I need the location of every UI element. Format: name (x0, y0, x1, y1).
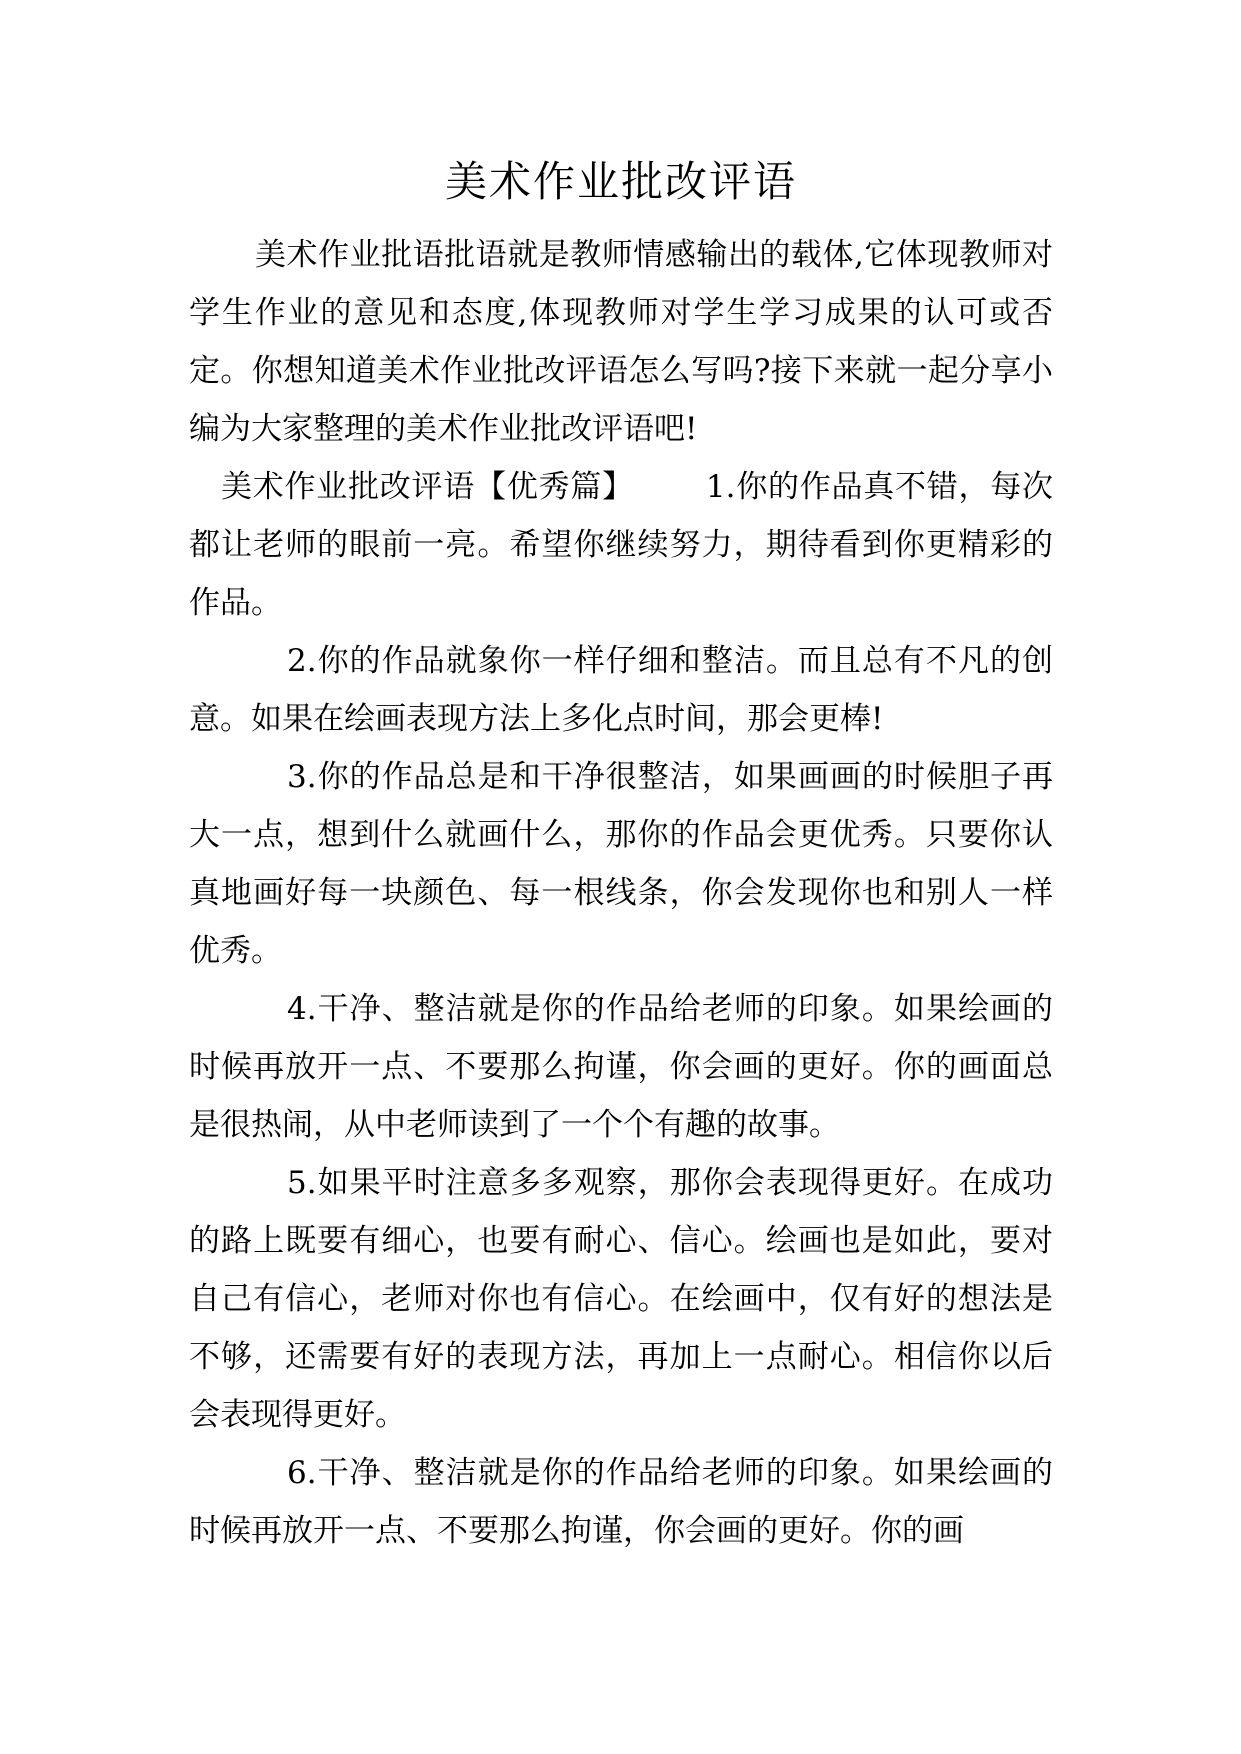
comment-item-6: 6.干净、整洁就是你的作品给老师的印象。如果绘画的时候再放开一点、不要那么拘谨，你会画的更好。你的画 (189, 1455, 1053, 1549)
comment-item-2: 2.你的作品就象你一样仔细和整洁。而且总有不凡的创意。如果在绘画表现方法上多化点时间，那会更棒! (189, 643, 1053, 737)
comment-item-4: 4.干净、整洁就是你的作品给老师的印象。如果绘画的时候再放开一点、不要那么拘谨，你会画的更好。你的画面总是很热闹，从中老师读到了一个个有趣的故事。 (189, 991, 1053, 1143)
intro-paragraph: 美术作业批语批语就是教师情感输出的载体,它体现教师对学生作业的意见和态度,体现教师对学生学习成果的认可或否定。你想知道美术作业批改评语怎么写吗?接下来就一起分享小编为大家整理的美术作业批改评语吧! (189, 237, 1053, 447)
comment-item-5: 5.如果平时注意多多观察，那你会表现得更好。在成功的路上既要有细心，也要有耐心、信心。绘画也是如此，要对自己有信心，老师对你也有信心。在绘画中，仅有好的想法是不够，还需要有好的表现方法，再加上一点耐心。相信你以后会表现得更好。 (189, 1165, 1053, 1433)
section-heading: 美术作业批改评语【优秀篇】 (221, 469, 634, 505)
comment-item-3: 3.你的作品总是和干净很整洁，如果画画的时候胆子再大一点，想到什么就画什么，那你的作品会更优秀。只要你认真地画好每一块颜色、每一根线条，你会发现你也和别人一样优秀。 (189, 759, 1053, 969)
document-title: 美术作业批改评语 (444, 157, 797, 206)
comment-item-1: 1.你的作品真不错，每次都让老师的眼前一亮。希望你继续努力，期待看到你更精彩的作品。 (189, 469, 1054, 621)
section-heading-paragraph (189, 458, 1053, 632)
document-body (189, 150, 1053, 1560)
